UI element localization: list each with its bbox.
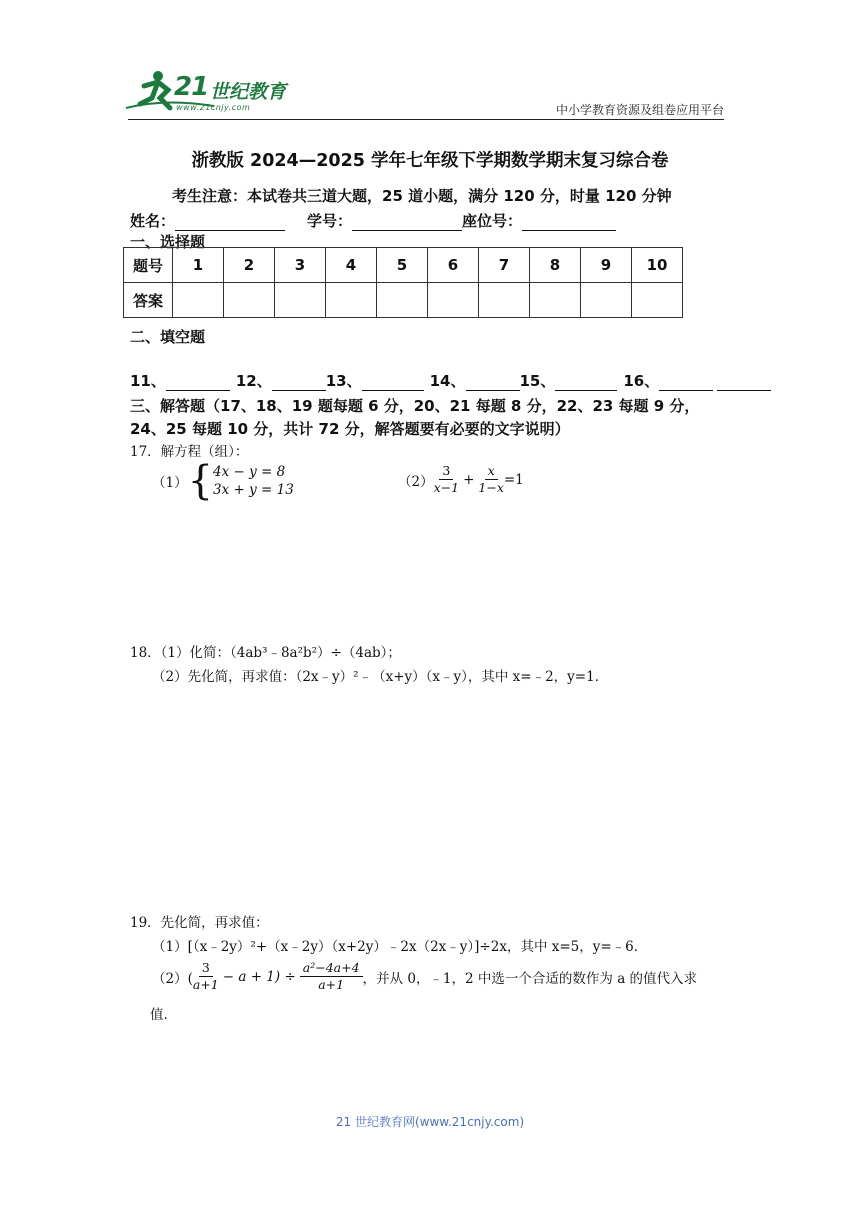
numerator: 3 [439,463,453,480]
fraction [478,463,503,496]
answer-table [123,247,683,318]
q17-part2 [398,463,524,496]
logo-text: 世纪教育 [210,81,287,103]
answer-cell[interactable] [530,283,581,318]
name-blank[interactable] [175,214,285,231]
fill-blank[interactable] [272,375,326,391]
fill-blank-row [130,370,771,391]
q18-part2: （2）先化简，再求值：（2x﹣y）²﹣（x+y）（x﹣y），其中 x=﹣2，y=1． [152,669,609,685]
equation-2: 3x + y = 13 [213,482,294,498]
section-choice-title: 一、选择题 [130,233,206,251]
q17-p1-label: （1） [152,475,188,491]
fill-item-label: 14、 [429,372,466,390]
section-solve-title: 三、解答题（17、18、19 题每题 6 分，20、21 每题 8 分，22、23 每题 9 分，24、25 每题 10 分，共计 72 分，解答题要有必要的文字说明） [130,397,700,438]
q19-part2 [152,960,697,993]
answer-cell[interactable] [173,283,224,318]
question-number: 8 [530,248,581,283]
seat-blank[interactable] [522,214,616,231]
seat-label: 座位号： [462,212,523,230]
q19-p2-tail2: 值． [150,1007,177,1023]
platform-tagline: 中小学教育资源及组卷应用平台 [555,103,724,117]
fill-item-label: 16、 [623,372,660,390]
brace-icon: { [187,458,214,504]
question-number: 1 [173,248,224,283]
fraction [300,960,363,993]
section-fill-title: 二、填空题 [130,328,206,346]
fill-blank[interactable] [659,375,713,391]
answer-cell[interactable] [326,283,377,318]
question-number: 9 [581,248,632,283]
expression-middle: − a + 1) ÷ [222,968,296,985]
denominator: 1−x [478,480,504,495]
equation-1: 4x − y = 8 [213,464,286,480]
fraction [434,463,459,496]
fill-item-label: 11、 [130,372,166,390]
answer-cell[interactable] [581,283,632,318]
question-number: 6 [428,248,479,283]
plus-sign: + [463,471,475,488]
answer-cell[interactable] [428,283,479,318]
exam-notice: 考生注意：本试卷共三道大题，25 道小题，满分 120 分，时量 120 分钟 [172,187,672,205]
fill-item-label: 15、 [519,372,556,390]
q19-p2-tail: ，并从 0，﹣1，2 中选一个合适的数作为 a 的值代入求 [362,970,698,987]
q17-part1 [152,458,294,504]
denominator: x−1 [433,480,460,495]
numerator: x [485,463,498,480]
fill-blank[interactable] [466,375,520,391]
name-label: 姓名： [130,212,176,230]
table-row [124,283,683,318]
question-number: 10 [632,248,683,283]
answer-header: 答案 [124,283,173,318]
answer-cell[interactable] [275,283,326,318]
q17-p2-label: （2） [398,473,434,490]
fraction [193,960,219,993]
fill-blank[interactable] [362,375,424,391]
student-id-label: 学号： [307,212,353,230]
footer-site[interactable]: 21 世纪教育网(www.21cnjy.com) [335,1115,525,1129]
denominator: a+1 [318,977,345,992]
q19-part1: （1）[（x﹣2y）²+（x﹣2y）（x+2y）﹣2x（2x﹣y）]÷2x，其中 x=5，y=﹣6． [152,939,648,955]
answer-cell[interactable] [377,283,428,318]
fill-item-label: 12、 [235,372,272,390]
q19-stem: 19．先化简，再求值： [130,915,269,931]
q19-p2-label: （2）( [152,970,193,987]
row-header: 题号 [124,248,173,283]
question-number: 3 [275,248,326,283]
table-row [124,248,683,283]
numerator: a²−4a+4 [300,960,363,977]
denominator: a+1 [192,977,219,992]
question-number: 7 [479,248,530,283]
logo-url: www.21cnjy.com [176,103,251,112]
question-number: 4 [326,248,377,283]
fill-blank[interactable] [555,375,617,391]
equation-rhs: =1 [503,471,524,488]
numerator: 3 [199,960,213,977]
fill-item-label: 13、 [325,372,362,390]
question-number: 5 [377,248,428,283]
q17-stem: 17．解方程（组）： [130,444,249,460]
answer-cell[interactable] [479,283,530,318]
equation-system [213,463,294,499]
logo-number: 21 [174,72,209,102]
fill-blank[interactable] [717,375,771,391]
student-id-blank[interactable] [352,214,462,231]
answer-cell[interactable] [224,283,275,318]
q18-part1: 18．（1）化简：（4ab³﹣8a²b²）÷（4ab）； [130,645,401,661]
student-info-row [130,210,616,231]
header-divider [128,119,724,120]
question-number: 2 [224,248,275,283]
answer-cell[interactable] [632,283,683,318]
fill-blank[interactable] [166,375,230,391]
exam-title: 浙教版 2024—2025 学年七年级下学期数学期末复习综合卷 [191,151,669,171]
